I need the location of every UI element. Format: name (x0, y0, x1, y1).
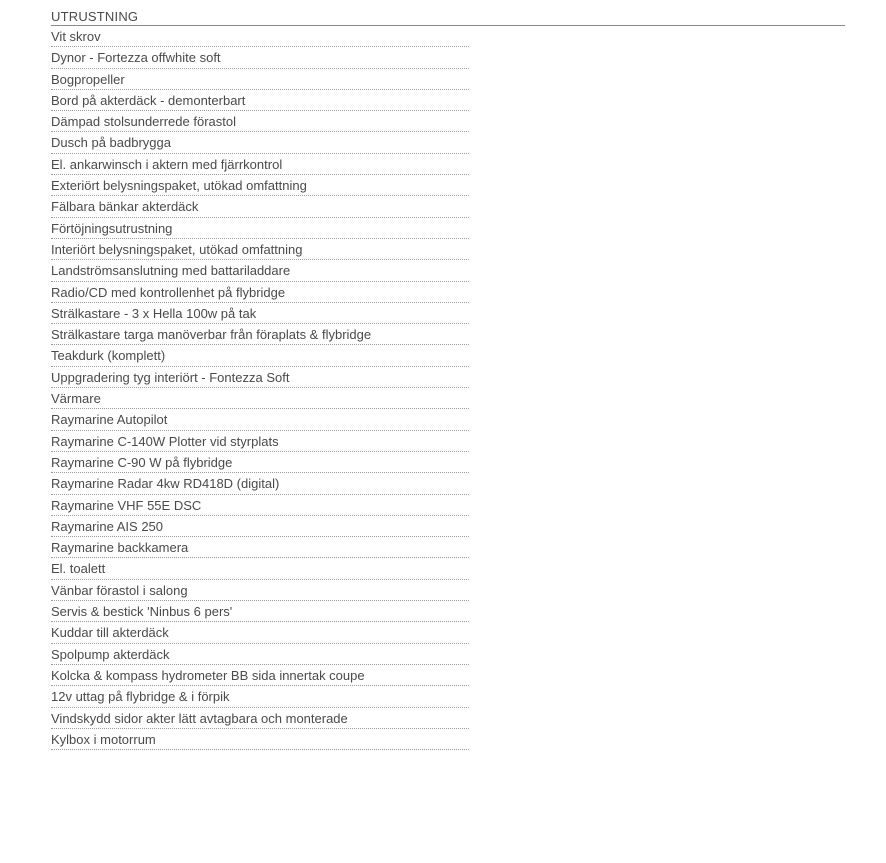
list-item: Raymarine Autopilot (51, 409, 469, 430)
list-item: Vindskydd sidor akter lätt avtagbara och monterade (51, 708, 469, 729)
list-item: Servis & bestick 'Ninbus 6 pers' (51, 601, 469, 622)
equipment-list (51, 26, 469, 750)
list-item: Förtöjningsutrustning (51, 218, 469, 239)
list-item: Strälkastare - 3 x Hella 100w på tak (51, 303, 469, 324)
list-item: Raymarine Radar 4kw RD418D (digital) (51, 473, 469, 494)
list-item: 12v uttag på flybridge & i förpik (51, 686, 469, 707)
list-item: Dynor - Fortezza offwhite soft (51, 47, 469, 68)
list-item: Strälkastare targa manöverbar från föraplats & flybridge (51, 324, 469, 345)
list-item: El. toalett (51, 558, 469, 579)
list-item: Raymarine C-140W Plotter vid styrplats (51, 431, 469, 452)
list-item: Raymarine AIS 250 (51, 516, 469, 537)
list-item: Kuddar till akterdäck (51, 622, 469, 643)
list-item: Exteriört belysningspaket, utökad omfattning (51, 175, 469, 196)
list-item: Uppgradering tyg interiört - Fontezza Soft (51, 367, 469, 388)
list-item: Dusch på badbrygga (51, 132, 469, 153)
list-item: Radio/CD med kontrollenhet på flybridge (51, 282, 469, 303)
equipment-section (51, 7, 845, 750)
list-item: Raymarine backkamera (51, 537, 469, 558)
list-item: Vänbar förastol i salong (51, 580, 469, 601)
list-item: Teakdurk (komplett) (51, 345, 469, 366)
list-item: Dämpad stolsunderrede förastol (51, 111, 469, 132)
list-item: El. ankarwinsch i aktern med fjärrkontrol (51, 154, 469, 175)
list-item: Kolcka & kompass hydrometer BB sida innertak coupe (51, 665, 469, 686)
list-item: Landströmsanslutning med battariladdare (51, 260, 469, 281)
list-item: Värmare (51, 388, 469, 409)
list-item: Bogpropeller (51, 69, 469, 90)
list-item: Spolpump akterdäck (51, 644, 469, 665)
list-item: Kylbox i motorrum (51, 729, 469, 750)
list-item: Raymarine C-90 W på flybridge (51, 452, 469, 473)
list-item: Interiört belysningspaket, utökad omfattning (51, 239, 469, 260)
list-item: Fälbara bänkar akterdäck (51, 196, 469, 217)
section-heading: UTRUSTNING (51, 7, 845, 26)
list-item: Raymarine VHF 55E DSC (51, 495, 469, 516)
list-item: Bord på akterdäck - demonterbart (51, 90, 469, 111)
list-item: Vit skrov (51, 26, 469, 47)
